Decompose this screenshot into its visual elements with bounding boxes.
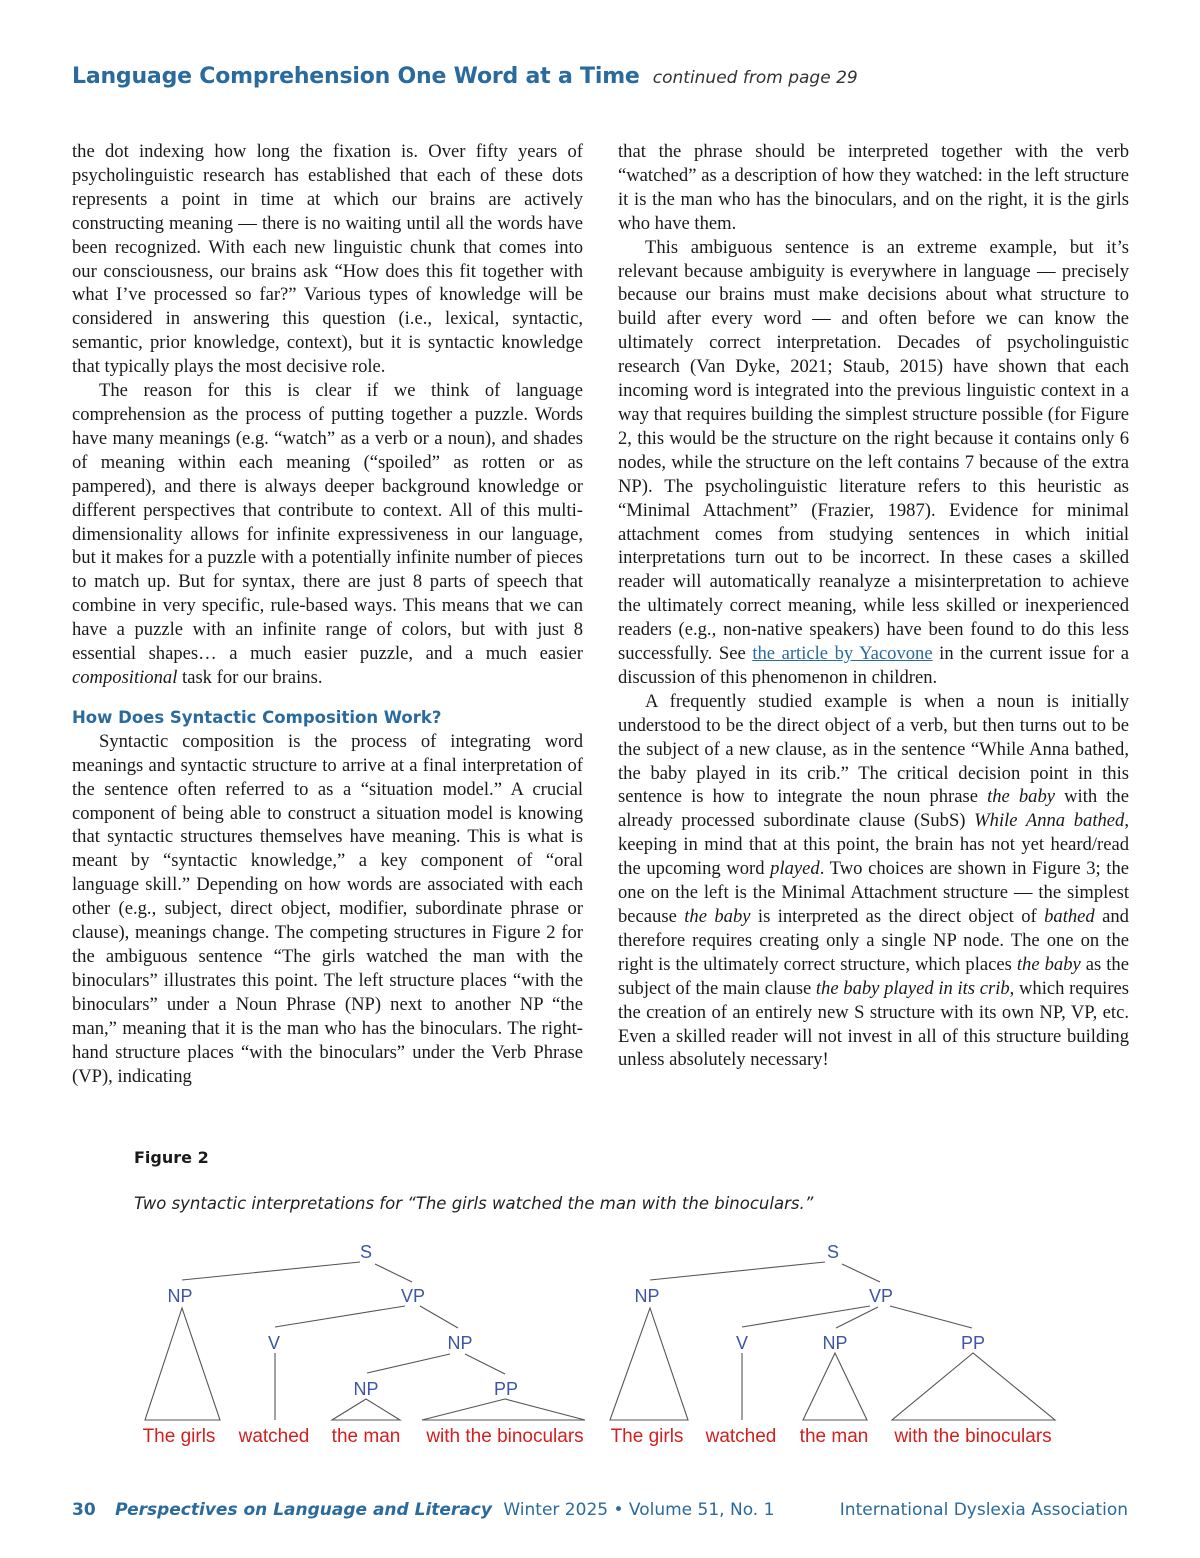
left-word-the-man: the man	[331, 1426, 401, 1447]
article-title: Language Comprehension One Word at a Time	[72, 64, 640, 89]
left-node-np3: NP	[353, 1379, 379, 1399]
figure-label: Figure 2	[134, 1148, 209, 1167]
right-node-s: S	[826, 1242, 840, 1262]
right-word-with-the-binoculars: with the binoculars	[894, 1426, 1052, 1447]
left-word-the-girls: The girls	[142, 1426, 216, 1447]
paragraph: The reason for this is clear if we think of language comprehension as the process of putting together a puzzle. Words have many meanings (e.g. “watch” as a verb or a noun), and shades of meaning within each meaning (“spoiled” as rotten or as pampered), and there is always deeper background knowledge or different perspectives that contribute to context. All of this multi-dimensionality allows for infinite expressiveness in our language, but it makes for a puzzle with a potentially infinite number of pieces to match up. But for syntax, there are just 8 parts of speech that combine in very specific, rule-based ways. This means that we can have a puzzle with an infinite range of colors, but with just 8 essential shapes… a much easier puzzle, and a much easier compositional task for our brains.	[72, 380, 583, 688]
left-node-np2: NP	[447, 1333, 473, 1353]
left-node-s: S	[359, 1242, 373, 1262]
journal-name: Perspectives on Language and Literacy	[115, 1500, 492, 1520]
left-node-np: NP	[167, 1286, 193, 1306]
issue-info: Winter 2025 • Volume 51, No. 1	[503, 1500, 775, 1520]
section-heading: How Does Syntactic Composition Work?	[72, 707, 442, 727]
paragraph: Syntactic composition is the process of integrating word meanings and syntactic structure to arrive at a final interpretation of the sentence often referred to as a “situation model.” A crucial component of being able to construct a situation model is knowing that syntactic structures themselves have meaning. This is what is meant by “syntactic knowledge,” a key component of “oral language skill.” Depending on how words are associated with each other (e.g., subject, direct object, modifier, subordinate phrase or clause), meanings change. The competing structures in Figure 2 for the ambiguous sentence “The girls watched the man with the binoculars” illustrates this point. The left structure places “with the binoculars” under a Noun Phrase (NP) next to another NP “the man,” meaning that it is the man who has the binoculars. The right-hand structure places “with the binoculars” under the Verb Phrase (VP), indicating	[72, 730, 583, 1087]
right-node-np: NP	[634, 1286, 660, 1306]
organization-name: International Dyslexia Association	[839, 1500, 1128, 1520]
right-node-np2: NP	[822, 1333, 848, 1353]
left-node-vp: VP	[400, 1286, 426, 1306]
right-word-the-man: the man	[799, 1426, 869, 1447]
page-footer	[72, 1500, 1128, 1520]
continued-note: continued from page 29	[652, 68, 858, 88]
right-word-the-girls: The girls	[610, 1426, 684, 1447]
right-node-pp: PP	[960, 1333, 986, 1353]
left-word-with-the-binoculars: with the binoculars	[426, 1426, 584, 1447]
left-word-watched: watched	[238, 1426, 310, 1447]
right-node-v: V	[735, 1333, 749, 1353]
emphasis: compositional	[72, 666, 178, 688]
right-word-watched: watched	[705, 1426, 777, 1447]
figure-caption: Two syntactic interpretations for “The girls watched the man with the binoculars.”	[134, 1194, 814, 1213]
left-node-v: V	[267, 1333, 281, 1353]
paragraph: that the phrase should be interpreted together with the verb “watched” as a description of how they watched: in the left structure it is the man who has the binoculars, and on the right, it is the girls who have them.	[618, 141, 1129, 234]
page-number: 30	[72, 1500, 96, 1520]
paragraph: the dot indexing how long the fixation is. Over fifty years of psycholinguistic research has established that each of these dots represents a point in time at which our brains are actively constructing meaning — there is no waiting until all the words have been recognized. With each new linguistic chunk that comes into our consciousness, our brains ask “How does this fit together with what I’ve processed so far?” Various types of knowledge will be considered in answering this question (i.e., lexical, syntactic, semantic, prior knowledge, context), but it is syntactic knowledge that typically plays the most decisive role.	[72, 141, 583, 378]
yacovone-article-link[interactable]: the article by Yacovone	[752, 643, 933, 665]
left-node-pp: PP	[493, 1379, 519, 1399]
paragraph: A frequently studied example is when a noun is initially understood to be the direct object of a verb, but then turns out to be the subject of a new clause, as in the sentence “While Anna bathed, the baby played in its crib.” The critical decision point in this sentence is how to integrate the noun phrase the baby with the already processed subordinate clause (SubS) While Anna bathed, keeping in mind that at this point, the brain has not yet heard/read the upcoming word played. Two choices are shown in Figure 3; the one on the left is the Minimal Attachment structure — the simplest because the baby is interpreted as the direct object of bathed and therefore requires creating only a single NP node. The one on the right is the ultimately correct structure, which places the baby as the subject of the main clause the baby played in its crib, which requires the creation of an entirely new S structure with its own NP, VP, etc. Even a skilled reader will not invest in all of this structure building unless absolutely necessary!	[618, 690, 1130, 1071]
paragraph: This ambiguous sentence is an extreme example, but it’s relevant because ambiguity is everywhere in language — precisely because our brains must make decisions about what structure to build after every word — and often before we can know the ultimately correct interpretation. Decades of psycholinguistic research (Van Dyke, 2021; Staub, 2015) have shown that each incoming word is integrated into the previous linguistic context in a way that requires building the simplest structure possible (for Figure 2, this would be the structure on the right because it contains only 6 nodes, while the structure on the left contains 7 because of the extra NP). The psycholinguistic literature refers to this heuristic as “Minimal Attachment” (Frazier, 1987). Evidence for minimal attachment comes from studying sentences in which initial interpretations turn out to be incorrect. In these cases a skilled reader will automatically reanalyze a misinterpretation to achieve the ultimately correct meaning, while less skilled or inexperienced readers (e.g., non-native speakers) have been found to do this less successfully. See the article by Yacovone in the current issue for a discussion of this phenomenon in children.	[618, 236, 1129, 688]
right-node-vp: VP	[868, 1286, 894, 1306]
